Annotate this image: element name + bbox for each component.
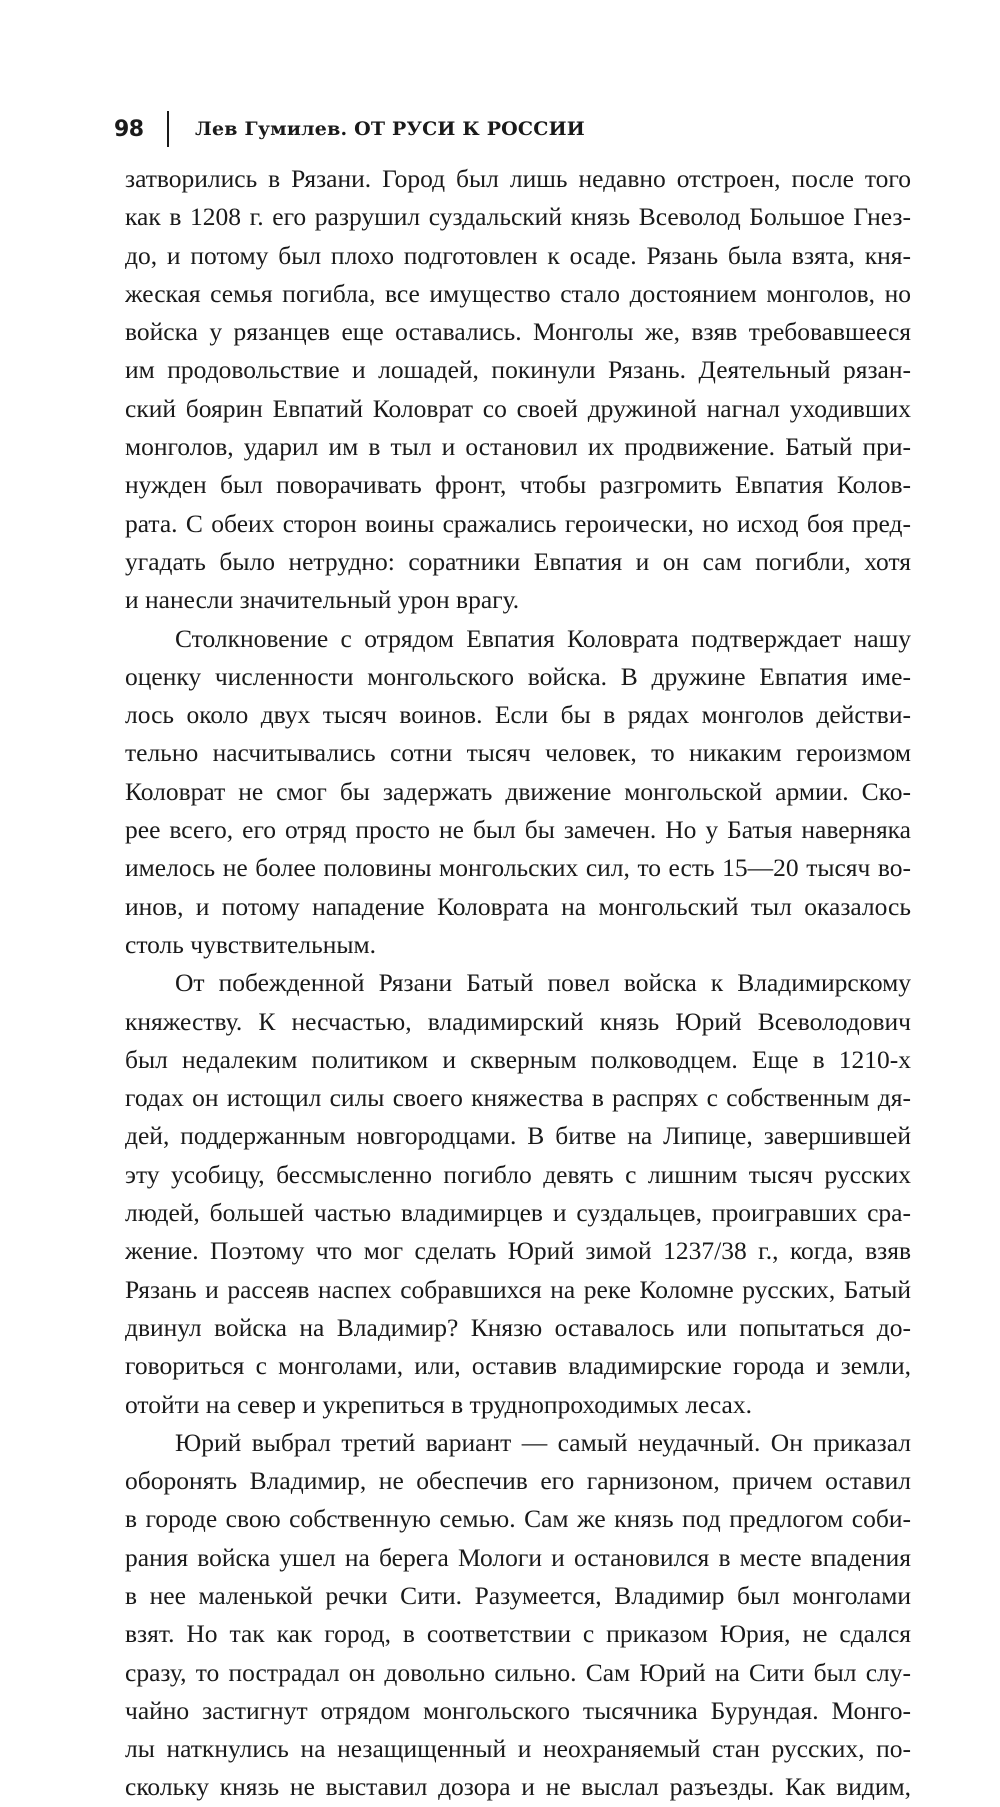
- text-line: чайно застигнут отрядом монгольского тысячника Бурундая. Монго-: [125, 1695, 911, 1725]
- text-line: Коловрат не смог бы задержать движение монгольской армии. Ско-: [125, 776, 911, 806]
- text-line: сразу, то пострадал он довольно сильно. Сам Юрий на Сити был слу-: [125, 1657, 911, 1687]
- header-divider: [167, 111, 169, 147]
- body-text: [125, 160, 911, 1807]
- text-line: в нее маленькой речки Сити. Разумеется, Владимир был монголами: [125, 1580, 911, 1610]
- text-line: рания войска ушел на берега Мологи и остановился в месте впадения: [125, 1542, 911, 1572]
- text-line: монголов, ударил им в тыл и остановил их продвижение. Батый при-: [125, 432, 911, 462]
- running-header: [114, 108, 585, 150]
- text-line: лы наткнулись на незащищенный и неохраняемый стан русских, по-: [125, 1734, 911, 1764]
- text-line: столь чувствительным.: [125, 929, 376, 959]
- text-line: ский боярин Евпатий Коловрат со своей дружиной нагнал уходивших: [125, 393, 911, 423]
- text-line: От побежденной Рязани Батый повел войска к Владимирскому: [175, 968, 911, 998]
- text-line: отойти на север и укрепиться в труднопроходимых лесах.: [125, 1389, 752, 1419]
- text-line: жеская семья погибла, все имущество стало достоянием монголов, но: [125, 278, 911, 308]
- text-line: оборонять Владимир, не обеспечив его гарнизоном, причем оставил: [125, 1466, 911, 1496]
- text-line: тельно насчитывались сотни тысяч человек, то никаким героизмом: [125, 738, 911, 768]
- text-line: угадать было нетрудно: соратники Евпатия и он сам погибли, хотя: [125, 546, 911, 576]
- text-line: в городе свою собственную семью. Сам же князь под предлогом соби-: [125, 1504, 911, 1534]
- paragraph: [125, 160, 911, 620]
- text-line: годах он истощил силы своего княжества в распрях с собственным дя-: [125, 1083, 911, 1113]
- text-line: нужден был поворачивать фронт, чтобы разгромить Евпатия Колов-: [125, 470, 911, 500]
- paragraph: [125, 964, 911, 1424]
- paragraph: [125, 620, 911, 965]
- text-line: лось около двух тысяч воинов. Если бы в рядах монголов действи-: [125, 700, 911, 730]
- text-line: взят. Но так как город, в соответствии с приказом Юрия, не сдался: [125, 1619, 911, 1649]
- text-line: жение. Поэтому что мог сделать Юрий зимой 1237/38 г., когда, взяв: [125, 1236, 911, 1266]
- text-line: им продовольствие и лошадей, покинули Рязань. Деятельный рязан-: [125, 355, 911, 385]
- text-line: войска у рязанцев еще оставались. Монголы же, взяв требовавшееся: [125, 317, 911, 347]
- text-line: Рязань и рассеяв наспех собравшихся на реке Коломне русских, Батый: [125, 1274, 911, 1304]
- text-line: оценку численности монгольского войска. В дружине Евпатия име-: [125, 661, 911, 691]
- text-line: говориться с монголами, или, оставив владимирские города и земли,: [125, 1351, 911, 1381]
- page-number: 98: [114, 116, 144, 142]
- text-line: двинул войска на Владимир? Князю оставалось или попытаться до-: [125, 1312, 911, 1342]
- text-line: княжеству. К несчастью, владимирский князь Юрий Всеволодович: [125, 1006, 911, 1036]
- text-line: затворились в Рязани. Город был лишь недавно отстроен, после того: [125, 164, 911, 193]
- text-line: дей, поддержанным новгородцами. В битве на Липице, завершившей: [125, 1121, 911, 1151]
- text-line: инов, и потому нападение Коловрата на монгольский тыл оказалось: [125, 891, 911, 921]
- text-line: Столкновение с отрядом Евпатия Коловрата подтверждает нашу: [175, 623, 911, 653]
- running-title: Лев Гумилев. ОТ РУСИ К РОССИИ: [195, 118, 585, 140]
- text-line: рата. С обеих сторон воины сражались героически, но исход боя пред-: [125, 508, 911, 538]
- text-line: скольку князь не выставил дозора и не выслал разъезды. Как видим,: [125, 1772, 911, 1802]
- text-line: как в 1208 г. его разрушил суздальский князь Всеволод Большое Гнез-: [125, 202, 911, 232]
- text-line: был недалеким политиком и скверным полководцем. Еще в 1210-х: [125, 1044, 911, 1074]
- text-line: людей, большей частью владимирцев и суздальцев, проигравших сра-: [125, 1198, 911, 1228]
- paragraph: [125, 1424, 911, 1807]
- text-line: до, и потому был плохо подготовлен к осаде. Рязань была взята, кня-: [125, 240, 911, 270]
- text-line: Юрий выбрал третий вариант — самый неудачный. Он приказал: [175, 1427, 911, 1457]
- text-line: эту усобицу, бессмысленно погибло девять с лишним тысяч русских: [125, 1159, 911, 1189]
- text-line: и нанесли значительный урон врагу.: [125, 585, 520, 615]
- text-line: имелось не более половины монгольских сил, то есть 15—20 тысяч во-: [125, 853, 911, 883]
- text-line: рее всего, его отряд просто не был бы замечен. Но у Батыя наверняка: [125, 815, 911, 845]
